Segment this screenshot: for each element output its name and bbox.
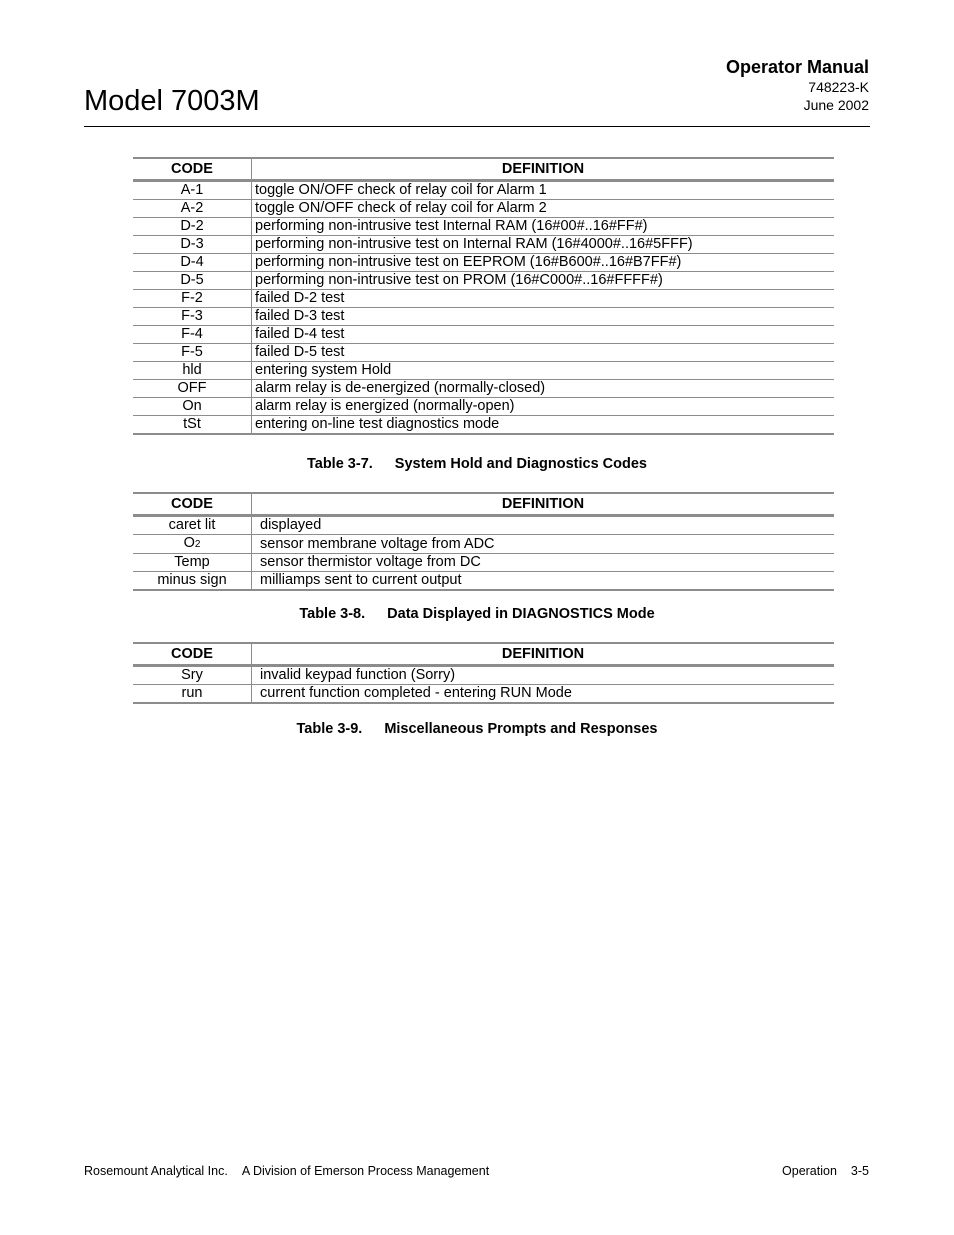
definition-cell: performing non-intrusive test on Internal RAM (16#4000#..16#5FFF) xyxy=(252,236,835,254)
code-value: A-1 xyxy=(180,182,204,198)
code-value: D-4 xyxy=(180,254,204,270)
table-row xyxy=(133,666,834,685)
code-cell xyxy=(133,326,252,344)
table-row xyxy=(133,218,834,236)
header-info xyxy=(726,56,869,114)
footer-division: A Division of Emerson Process Management xyxy=(241,1164,490,1178)
table-row xyxy=(133,344,834,362)
code-value: OFF xyxy=(177,380,207,396)
code-subscript: 2 xyxy=(194,539,201,550)
code-cell xyxy=(133,254,252,272)
table-row xyxy=(133,398,834,416)
table-body xyxy=(133,666,834,704)
definition-cell: performing non-intrusive test Internal RAM (16#00#..16#FF#) xyxy=(252,218,835,236)
table-header-row xyxy=(133,158,834,181)
table-row xyxy=(133,326,834,344)
definition-cell: failed D-5 test xyxy=(252,344,835,362)
column-header-code: CODE xyxy=(133,493,252,516)
table-row xyxy=(133,200,834,218)
caption-number: Table 3-7. xyxy=(306,456,373,472)
definition-cell: alarm relay is energized (normally-open) xyxy=(252,398,835,416)
code-value: F-2 xyxy=(181,290,203,306)
code-cell xyxy=(133,685,252,704)
code-value: D-3 xyxy=(180,236,204,252)
document-date: June 2002 xyxy=(803,97,869,113)
definition-cell: invalid keypad function (Sorry) xyxy=(252,666,835,685)
table-header-row xyxy=(133,493,834,516)
table-row xyxy=(133,554,834,572)
code-cell xyxy=(133,272,252,290)
column-header-definition: DEFINITION xyxy=(252,158,835,181)
table-system-hold-codes xyxy=(133,157,834,435)
table-body xyxy=(133,181,834,435)
code-value: tSt xyxy=(183,416,201,432)
code-cell xyxy=(133,516,252,535)
table-misc-prompts xyxy=(133,642,834,704)
code-value: hld xyxy=(182,362,202,378)
code-cell xyxy=(133,181,252,200)
footer-right xyxy=(782,1163,869,1179)
code-value: run xyxy=(181,685,203,701)
table-header-row xyxy=(133,643,834,666)
footer-left xyxy=(84,1163,489,1179)
code-cell xyxy=(133,416,252,435)
caption-text: Miscellaneous Prompts and Responses xyxy=(384,721,658,737)
column-header-code: CODE xyxy=(133,643,252,666)
table-row xyxy=(133,308,834,326)
table-row xyxy=(133,290,834,308)
table-caption-3-7 xyxy=(0,456,954,472)
code-value: Sry xyxy=(181,667,203,683)
footer-company: Rosemount Analytical Inc. xyxy=(84,1164,228,1178)
table-row xyxy=(133,416,834,435)
code-cell xyxy=(133,666,252,685)
code-cell xyxy=(133,308,252,326)
definition-cell: toggle ON/OFF check of relay coil for Alarm 2 xyxy=(252,200,835,218)
code-value: O xyxy=(183,535,195,551)
table-caption-3-8 xyxy=(0,606,954,622)
definition-cell: performing non-intrusive test on PROM (16#C000#..16#FFFF#) xyxy=(252,272,835,290)
definition-cell: toggle ON/OFF check of relay coil for Alarm 1 xyxy=(252,181,835,200)
footer-section: Operation xyxy=(782,1164,837,1178)
definition-cell: performing non-intrusive test on EEPROM (16#B600#..16#B7FF#) xyxy=(252,254,835,272)
code-value: caret lit xyxy=(168,517,216,533)
code-cell xyxy=(133,344,252,362)
definition-cell: failed D-4 test xyxy=(252,326,835,344)
code-value: minus sign xyxy=(157,572,227,588)
code-value: D-5 xyxy=(180,272,204,288)
code-value: F-5 xyxy=(181,344,203,360)
table-row xyxy=(133,272,834,290)
definition-cell: entering system Hold xyxy=(252,362,835,380)
table-row xyxy=(133,254,834,272)
code-cell xyxy=(133,535,252,554)
code-value: On xyxy=(182,398,202,414)
code-cell xyxy=(133,398,252,416)
code-cell xyxy=(133,290,252,308)
code-cell xyxy=(133,380,252,398)
code-cell xyxy=(133,200,252,218)
caption-text: System Hold and Diagnostics Codes xyxy=(394,456,647,472)
definition-cell: entering on-line test diagnostics mode xyxy=(252,416,835,435)
definition-cell: failed D-3 test xyxy=(252,308,835,326)
code-value: Temp xyxy=(174,554,210,570)
definition-cell: alarm relay is de-energized (normally-closed) xyxy=(252,380,835,398)
definition-cell: milliamps sent to current output xyxy=(252,572,835,591)
code-cell xyxy=(133,572,252,591)
table-row xyxy=(133,362,834,380)
code-cell xyxy=(133,236,252,254)
table-row xyxy=(133,685,834,704)
table-row xyxy=(133,516,834,535)
definition-cell: current function completed - entering RUN Mode xyxy=(252,685,835,704)
code-value: F-4 xyxy=(181,326,203,342)
document-number: 748223-K xyxy=(808,79,869,95)
table-diagnostics-data xyxy=(133,492,834,591)
column-header-definition: DEFINITION xyxy=(252,643,835,666)
code-cell xyxy=(133,554,252,572)
code-cell xyxy=(133,218,252,236)
column-header-definition: DEFINITION xyxy=(252,493,835,516)
document-title: Model 7003M xyxy=(84,85,260,117)
caption-number: Table 3-8. xyxy=(299,606,366,622)
definition-cell: sensor membrane voltage from ADC xyxy=(252,535,835,554)
table-row xyxy=(133,572,834,591)
definition-cell: displayed xyxy=(252,516,835,535)
manual-label: Operator Manual xyxy=(725,57,869,77)
definition-cell: failed D-2 test xyxy=(252,290,835,308)
code-cell xyxy=(133,362,252,380)
column-header-code: CODE xyxy=(133,158,252,181)
table-row xyxy=(133,380,834,398)
caption-number: Table 3-9. xyxy=(296,721,363,737)
table-row xyxy=(133,535,834,554)
footer-page-number: 3-5 xyxy=(850,1164,869,1178)
table-row xyxy=(133,236,834,254)
table-row xyxy=(133,181,834,200)
code-value: F-3 xyxy=(181,308,203,324)
code-value: D-2 xyxy=(180,218,204,234)
header-divider xyxy=(84,126,870,127)
table-caption-3-9 xyxy=(0,721,954,737)
caption-text: Data Displayed in DIAGNOSTICS Mode xyxy=(387,606,655,622)
definition-cell: sensor thermistor voltage from DC xyxy=(252,554,835,572)
code-value: A-2 xyxy=(180,200,204,216)
table-body xyxy=(133,516,834,591)
